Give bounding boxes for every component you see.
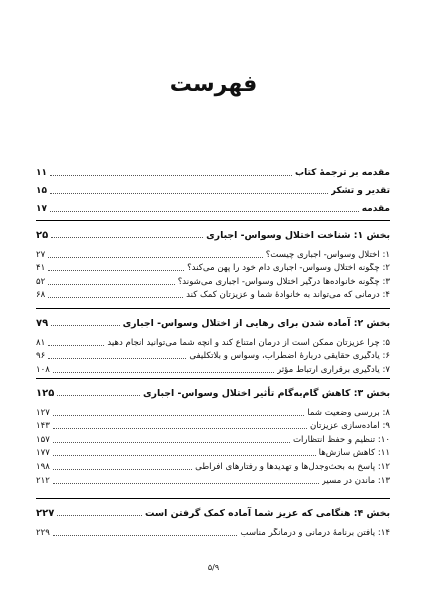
section-items: [36, 405, 390, 487]
section-heading[interactable]: [36, 378, 390, 399]
toc-entry-page: ۸۱: [36, 337, 46, 348]
toc-section-3: [36, 370, 390, 487]
leader-dots: [51, 325, 119, 326]
toc-entry[interactable]: [36, 274, 390, 288]
toc-entry-page: ۲۷: [36, 249, 46, 260]
section-heading[interactable]: [36, 498, 390, 519]
toc-entry[interactable]: [36, 432, 390, 446]
toc-entry-label: ۹: آماده‌سازی عزیزتان: [310, 421, 390, 432]
toc-entry[interactable]: [36, 446, 390, 460]
toc-entry-page: ۱۹۸: [36, 461, 50, 472]
section-heading-page: ۷۹: [36, 318, 49, 329]
toc-entry[interactable]: [36, 166, 390, 179]
toc-entry-label: ۱۴: یافتن برنامهٔ درمانی و درمانگر مناسب: [240, 527, 390, 538]
leader-dots: [57, 515, 142, 516]
page-number-footer: ۵/۹: [207, 563, 220, 572]
toc-entry-page: ۱۱: [36, 168, 47, 178]
toc-entry-page: ۶۸: [36, 290, 46, 301]
leader-dots: [48, 257, 263, 258]
section-heading-page: ۲۵: [36, 230, 49, 241]
toc-section-4: [36, 490, 390, 539]
toc-entry-label: ۲: چگونه اختلال وسواس- اجباری دام خود را پهن می‌کند؟: [187, 263, 390, 274]
toc-entry-page: ۱۷: [36, 204, 47, 214]
toc-entry[interactable]: [36, 459, 390, 473]
leader-dots: [53, 455, 316, 456]
leader-dots: [48, 284, 175, 285]
toc-entry-page: ۲۱۲: [36, 475, 50, 486]
toc-entry-page: ۴۱: [36, 263, 46, 274]
toc-entry-page: ۱۰۸: [36, 364, 50, 375]
toc-entry-label: ۶: یادگیری حقایقی دربارهٔ اضطراب، وسواس و بلاتکلیفی: [189, 351, 390, 362]
leader-dots: [53, 442, 290, 443]
section-heading-label: بخش ۴: هنگامی که عزیز شما آماده کمک گرفتن است: [145, 508, 390, 519]
leader-dots: [48, 270, 184, 271]
toc-entry[interactable]: [36, 261, 390, 275]
toc-entry-page: ۱۵: [36, 186, 47, 196]
toc-entry-label: ۳: چگونه خانواده‌ها درگیر اختلال وسواس- اجباری می‌شوند؟: [177, 276, 390, 287]
toc-entry[interactable]: [36, 335, 390, 349]
toc-entry[interactable]: [36, 419, 390, 433]
toc-entry-label: ۱۱: کاهش سازش‌ها: [318, 448, 390, 459]
toc-entry[interactable]: [36, 349, 390, 363]
toc-entry-label: ۱: اختلال وسواس- اجباری چیست؟: [265, 249, 390, 260]
section-heading-page: ۱۲۵: [36, 388, 55, 399]
toc-front-matter: [36, 166, 390, 215]
toc-entry[interactable]: [36, 247, 390, 261]
toc-entry-label: مقدمه: [361, 204, 390, 214]
section-heading-label: بخش ۱: شناخت اختلال وسواس- اجباری: [206, 230, 390, 241]
section-heading-label: بخش ۲: آماده شدن برای رهایی از اختلال وسواس- اجباری: [122, 318, 390, 329]
section-heading-label: بخش ۳: کاهش گام‌به‌گام تأثیر اختلال وسواس- اجباری: [142, 388, 390, 399]
toc-entry-label: ۸: بررسی وضعیت شما: [307, 407, 390, 418]
leader-dots: [51, 237, 203, 238]
toc-entry[interactable]: [36, 473, 390, 487]
toc-entry-label: ۱۰: تنظیم و حفظ انتظارات: [292, 434, 390, 445]
leader-dots: [50, 193, 328, 194]
leader-dots: [48, 297, 183, 298]
toc-entry[interactable]: [36, 405, 390, 419]
leader-dots: [53, 469, 192, 470]
toc-entry-label: تقدیر و تشکر: [330, 186, 390, 196]
section-items: [36, 247, 390, 301]
toc-entry-page: ۱۴۳: [36, 421, 50, 432]
section-heading[interactable]: [36, 308, 390, 329]
toc-entry-page: ۹۶: [36, 351, 46, 362]
toc-section-1: [36, 212, 390, 301]
toc-entry-label: ۵: چرا عزیزتان ممکن است از درمان امتناع کند و آنچه شما می‌توانید انجام دهید: [107, 337, 390, 348]
toc-entry-label: مقدمه بر ترجمهٔ کتاب: [295, 168, 390, 178]
section-heading-page: ۲۲۷: [36, 508, 55, 519]
toc-entry-page: ۲۲۹: [36, 527, 50, 538]
leader-dots: [53, 535, 238, 536]
leader-dots: [53, 483, 319, 484]
toc-entry-page: ۵۲: [36, 276, 46, 287]
page-title: فهرست: [169, 72, 258, 97]
toc-entry[interactable]: [36, 184, 390, 197]
section-heading[interactable]: [36, 220, 390, 241]
toc-entry-page: ۱۷۷: [36, 448, 50, 459]
leader-dots: [57, 395, 140, 396]
leader-dots: [48, 358, 186, 359]
toc-entry-page: ۱۵۷: [36, 434, 50, 445]
toc-entry-label: ۷: یادگیری برقراری ارتباط مؤثر: [277, 364, 390, 375]
toc-entry-label: ۱۳: ماندن در مسیر: [321, 475, 390, 486]
toc-section-2: [36, 300, 390, 376]
leader-dots: [50, 175, 292, 176]
leader-dots: [48, 345, 104, 346]
toc-entry-label: ۴: درمانی که می‌تواند به خانوادهٔ شما و عزیزتان کمک کند: [186, 290, 390, 301]
toc-entry-label: ۱۲: پاسخ به بحث‌وجدل‌ها و تهدیدها و رفتارهای افراطی: [195, 461, 390, 472]
toc-entry[interactable]: [36, 525, 390, 539]
toc-entry-page: ۱۲۷: [36, 407, 50, 418]
leader-dots: [53, 428, 307, 429]
leader-dots: [53, 415, 304, 416]
section-items: [36, 525, 390, 539]
